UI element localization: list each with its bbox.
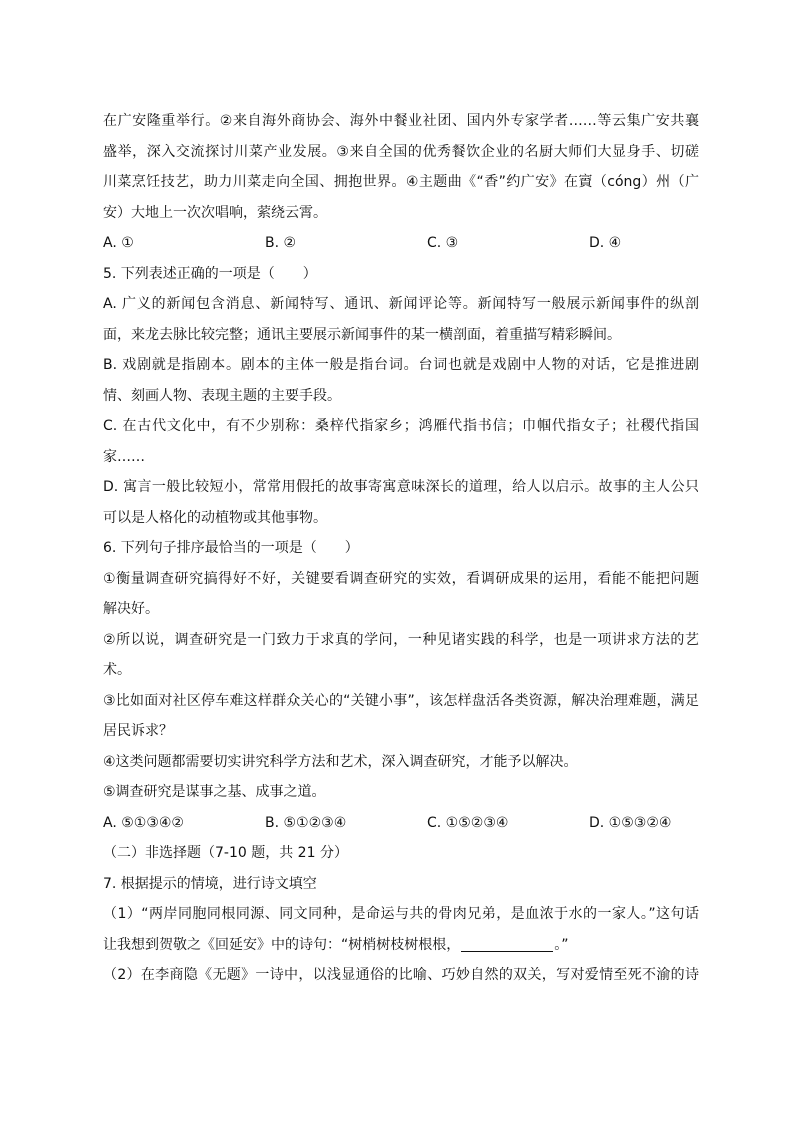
q7-part-2-line-1: （2）在李商隐《无题》一诗中，以浅显通俗的比喻、巧妙自然的双关，写对爱情至死不渝的诗 — [103, 967, 699, 983]
q5-option-d-line-2: 可以是人格化的动植物或其他事物。 — [103, 509, 327, 526]
q7-part-1-line-1: （1）“两岸同胞同根同源、同文同种，是命运与共的骨肉兄弟，是血浓于水的一家人。”这句话 — [103, 906, 699, 922]
q6-sentence-1-line-2: 解决好。 — [103, 601, 159, 617]
q5-option-a-line-1: A. 广义的新闻包含消息、新闻特写、通讯、新闻评论等。新闻特写一般展示新闻事件的纵剖 — [103, 296, 699, 312]
q6-sentence-2-line-2: 术。 — [103, 662, 131, 678]
q6-option-d: D. ①⑤③②④ — [589, 814, 672, 831]
q4-options — [103, 228, 699, 259]
q6-sentence-2-line-1: ②所以说，调查研究是一门致力于求真的学问，一种见诸实践的科学，也是一项讲求方法的艺 — [103, 631, 699, 648]
q6-option-a: A. ⑤①③④② — [103, 814, 184, 831]
q4-option-c: C. ③ — [427, 235, 459, 251]
q5-option-d-line-1: D. 寓言一般比较短小，常常用假托的故事寄寓意味深长的道理，给人以启示。故事的主人公只 — [103, 479, 699, 495]
q6-options — [103, 808, 699, 839]
q5-option-b-line-1: B. 戏剧就是指剧本。剧本的主体一般是指台词。台词也就是戏剧中人物的对话，它是推进剧 — [103, 357, 699, 373]
q6-sentence-1-line-1: ①衡量调查研究搞得好不好，关键要看调查研究的实效，看调研成果的运用，看能不能把问题 — [103, 570, 699, 587]
q5-option-c-line-1: C. 在古代文化中，有不少别称：桑梓代指家乡；鸿雁代指书信；巾帼代指女子；社稷代指国 — [103, 418, 699, 434]
q7-part-1-suffix: 。” — [554, 936, 569, 953]
q5-option-c-line-2: 家…… — [103, 448, 145, 465]
q4-option-d: D. ④ — [589, 235, 622, 251]
q6-sentence-3-line-2: 居民诉求？ — [103, 723, 173, 739]
passage-line-2: 盛举，深入交流探讨川菜产业发展。③来自全国的优秀餐饮企业的名厨大师们大显身手、切磋 — [103, 143, 699, 160]
section-heading: （二）非选择题（7-10 题，共 21 分） — [103, 845, 348, 861]
q6-sentence-4: ④这类问题都需要切实讲究科学方法和艺术，深入调查研究，才能予以解决。 — [103, 753, 578, 770]
q4-option-b: B. ② — [265, 235, 297, 251]
q6-option-c: C. ①⑤②③④ — [427, 814, 509, 831]
q5-option-a-line-2: 面，来龙去脉比较完整；通讯主要展示新闻事件的某一横剖面，着重描写精彩瞬间。 — [103, 326, 621, 343]
q6-sentence-5: ⑤调查研究是谋事之基、成事之道。 — [103, 784, 326, 800]
passage-line-4: 安）大地上一次次唱响，萦绕云霄。 — [103, 204, 327, 221]
passage-line-1: 在广安隆重举行。②来自海外商协会、海外中餐业社团、国内外专家学者……等云集广安共襄 — [103, 113, 699, 129]
q6-option-b: B. ⑤①②③④ — [265, 814, 347, 831]
q7-part-1-line-2 — [103, 930, 699, 961]
q6-stem: 6. 下列句子排序最恰当的一项是（ ） — [103, 540, 359, 556]
q5-stem: 5. 下列表述正确的一项是（ ） — [103, 265, 317, 282]
q4-option-a: A. ① — [103, 235, 134, 251]
q7-stem: 7. 根据提示的情境，进行诗文填空 — [103, 875, 317, 892]
q7-part-1-prefix: 让我想到贺敬之《回延安》中的诗句：“树梢树枝树根根， — [103, 936, 461, 953]
answer-blank[interactable] — [461, 935, 553, 952]
q5-option-b-line-2: 情、刻画人物、表现主题的主要手段。 — [103, 387, 341, 404]
q6-sentence-3-line-1: ③比如面对社区停车难这样群众关心的“关键小事”，该怎样盘活各类资源，解决治理难题，满足 — [103, 692, 699, 709]
passage-line-3: 川菜烹饪技艺，助力川菜走向全国、拥抱世界。④主题曲《“香”约广安》在賨（cóng）州（广 — [103, 174, 699, 190]
